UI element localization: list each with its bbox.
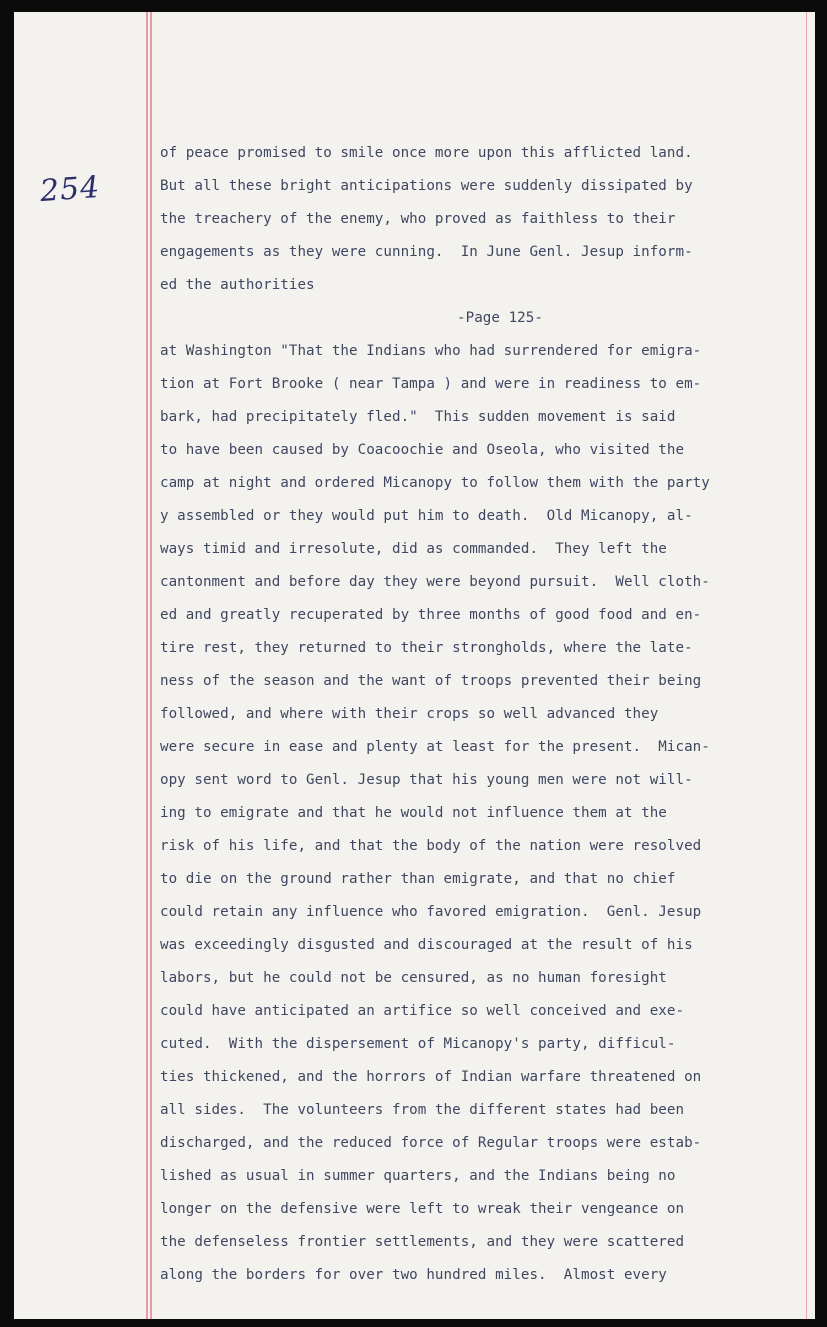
text-line: followed, and where with their crops so well advanced they — [160, 706, 659, 722]
handwritten-page-number: 254 — [38, 169, 102, 210]
text-line: cuted. With the dispersement of Micanopy's party, difficul- — [160, 1036, 676, 1052]
typed-text-body — [160, 137, 800, 1292]
text-line: along the borders for over two hundred miles. Almost every — [160, 1267, 667, 1283]
text-line: the treachery of the enemy, who proved as faithless to their — [160, 211, 676, 227]
margin-rule-left-2 — [150, 12, 152, 1319]
text-line: the defenseless frontier settlements, and they were scattered — [160, 1234, 685, 1250]
page-marker: -Page 125- — [457, 310, 543, 326]
text-line: ing to emigrate and that he would not influence them at the — [160, 805, 667, 821]
margin-rule-right — [806, 12, 807, 1319]
text-line: ed the authorities — [160, 277, 315, 293]
text-line: ed and greatly recuperated by three months of good food and en- — [160, 607, 702, 623]
text-line: discharged, and the reduced force of Regular troops were estab- — [160, 1135, 702, 1151]
text-line: to die on the ground rather than emigrate, and that no chief — [160, 871, 676, 887]
text-line: ways timid and irresolute, did as commanded. They left the — [160, 541, 667, 557]
text-line: labors, but he could not be censured, as no human foresight — [160, 970, 667, 986]
text-line: bark, had precipitately fled." This sudden movement is said — [160, 409, 676, 425]
text-line: ties thickened, and the horrors of Indian warfare threatened on — [160, 1069, 702, 1085]
text-line: y assembled or they would put him to death. Old Micanopy, al- — [160, 508, 693, 524]
text-line: camp at night and ordered Micanopy to follow them with the party — [160, 475, 710, 491]
margin-rule-left-1 — [146, 12, 148, 1319]
text-line: ness of the season and the want of troops prevented their being — [160, 673, 702, 689]
text-line: longer on the defensive were left to wreak their vengeance on — [160, 1201, 685, 1217]
text-line: tion at Fort Brooke ( near Tampa ) and were in readiness to em- — [160, 376, 702, 392]
text-line: cantonment and before day they were beyond pursuit. Well cloth- — [160, 574, 710, 590]
text-line: of peace promised to smile once more upon this afflicted land. — [160, 145, 693, 161]
text-line: were secure in ease and plenty at least for the present. Mican- — [160, 739, 710, 755]
document-page — [14, 12, 815, 1319]
text-line: could have anticipated an artifice so well conceived and exe- — [160, 1003, 685, 1019]
text-line: to have been caused by Coacoochie and Oseola, who visited the — [160, 442, 685, 458]
text-line: all sides. The volunteers from the different states had been — [160, 1102, 685, 1118]
text-line: at Washington "That the Indians who had surrendered for emigra- — [160, 343, 702, 359]
text-line: engagements as they were cunning. In June Genl. Jesup inform- — [160, 244, 693, 260]
text-line: could retain any influence who favored emigration. Genl. Jesup — [160, 904, 702, 920]
text-line: But all these bright anticipations were suddenly dissipated by — [160, 178, 693, 194]
text-line: was exceedingly disgusted and discouraged at the result of his — [160, 937, 693, 953]
text-line: lished as usual in summer quarters, and the Indians being no — [160, 1168, 676, 1184]
text-line: risk of his life, and that the body of the nation were resolved — [160, 838, 702, 854]
text-line: opy sent word to Genl. Jesup that his young men were not will- — [160, 772, 693, 788]
text-line: tire rest, they returned to their strongholds, where the late- — [160, 640, 693, 656]
